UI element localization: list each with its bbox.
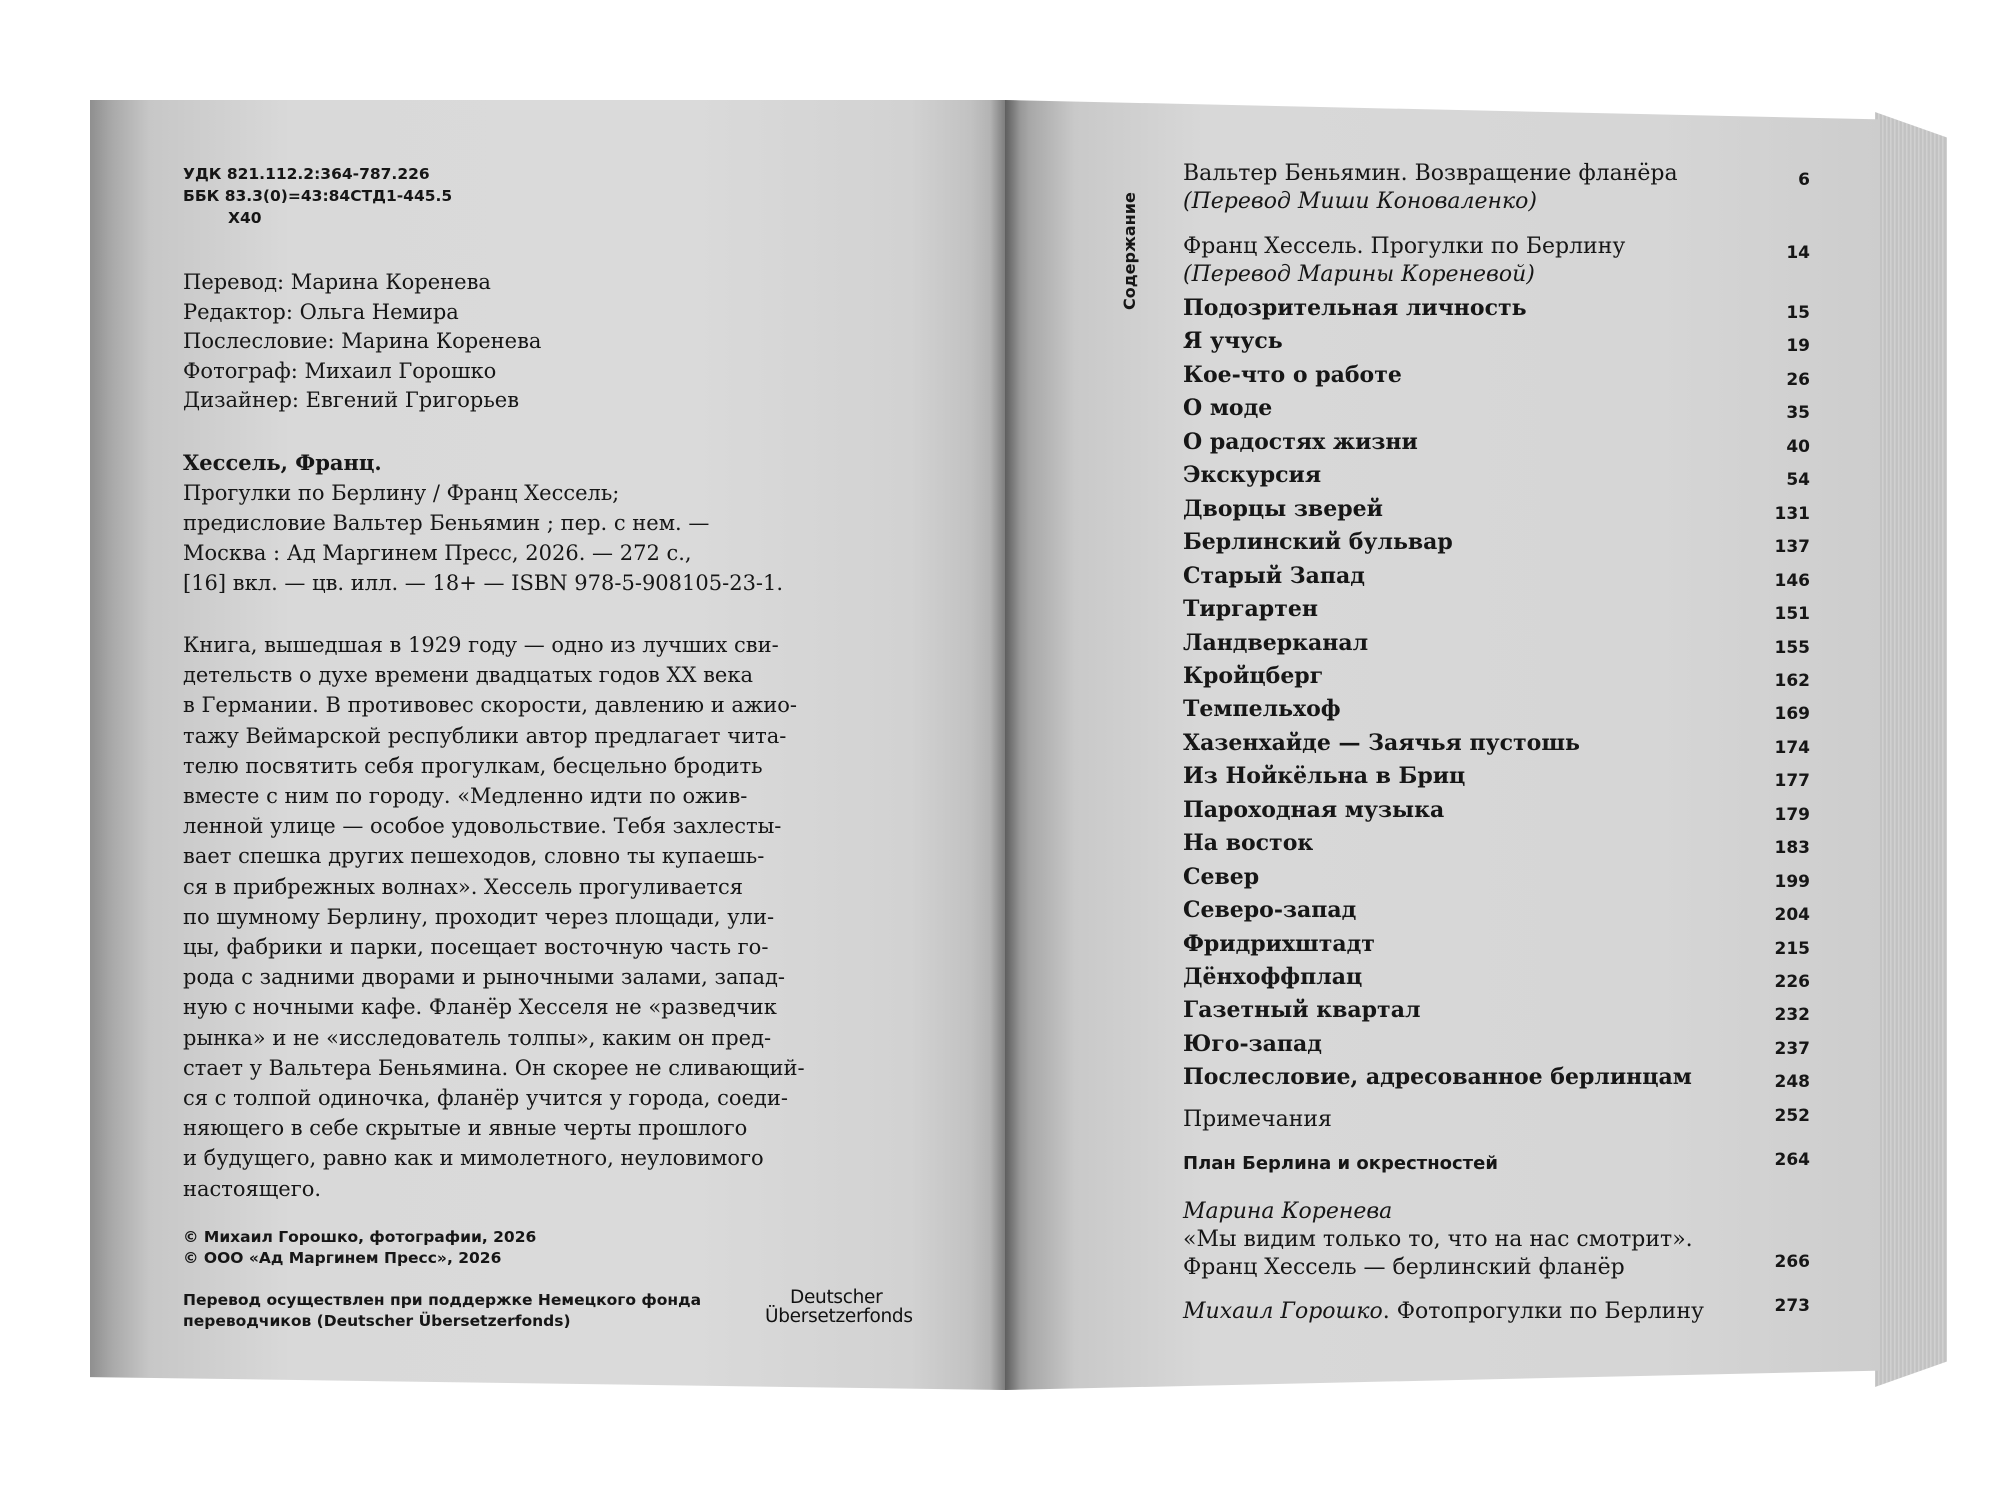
copyright-line: © Михаил Горошко, фотографии, 2026 (183, 1228, 537, 1246)
toc-entry-title: Франц Хессель. Прогулки по Берлину (1183, 234, 1626, 259)
page-block-edge (1875, 112, 1947, 1387)
toc-page-number: 199 (1774, 871, 1810, 892)
toc-page-number: 232 (1774, 1005, 1810, 1026)
credit-editor: Редактор: Ольга Немира (183, 299, 459, 324)
fund-logo-line: Übersetzerfonds (765, 1306, 913, 1327)
translator-note: (Перевод Марины Кореневой) (1183, 262, 1535, 287)
toc-entry-essay (1183, 233, 1625, 289)
toc-chapter-title: Из Нойкёльна в Бриц (1183, 763, 1466, 790)
translator-note: (Перевод Миши Коноваленко) (1183, 189, 1537, 214)
bib-line: Москва : Ад Маргинем Пресс, 2026. — 272 с., (183, 541, 692, 565)
bib-line: [16] вкл. — цв. илл. — 18+ — ISBN 978-5-908105-23-1. (183, 571, 784, 595)
annotation-line: рода с задними дворами и рыночными залами, запад- (183, 965, 786, 990)
toc-entry-afterword (1183, 1198, 1693, 1282)
toc-page-number: 183 (1774, 838, 1810, 859)
toc-page-number: 252 (1774, 1106, 1810, 1126)
fund-note-line: переводчиков (Deutscher Übersetzerfonds) (183, 1312, 571, 1330)
afterword-line: «Мы видим только то, что на нас смотрит». (1183, 1227, 1693, 1252)
toc-entry-map: План Берлина и окрестностей (1183, 1153, 1498, 1174)
toc-chapter-title: На восток (1183, 830, 1314, 857)
udk-code: УДК 821.112.2:364-787.226 (183, 165, 430, 183)
toc-chapter-title: Дёнхоффплац (1183, 964, 1363, 990)
book-annotation (183, 630, 805, 1204)
toc-page-number: 15 (1786, 303, 1810, 323)
toc-chapter-title: Экскурсия (1183, 462, 1322, 489)
annotation-line: вместе с ним по городу. «Медленно идти по ожив- (183, 784, 748, 809)
toc-page-number: 6 (1798, 170, 1810, 190)
annotation-line: цы, фабрики и парки, посещает восточную часть го- (183, 935, 769, 960)
toc-heading: Содержание (1120, 192, 1139, 310)
toc-chapter-title: Юго-запад (1183, 1030, 1322, 1057)
annotation-line: вает спешка других пешеходов, словно ты купаешь- (183, 844, 765, 869)
toc-chapter-title: Берлинский бульвар (1183, 529, 1453, 556)
toc-page-number: 204 (1774, 905, 1810, 926)
annotation-line: и будущего, равно как и мимолетного, неуловимого (183, 1146, 764, 1171)
annotation-line: няющего в себе скрытые и явные черты прошлого (183, 1116, 748, 1141)
fund-logo-line: Deutscher (790, 1287, 883, 1308)
toc-page-number: 40 (1786, 436, 1810, 457)
toc-page-number: 169 (1774, 704, 1810, 725)
toc-chapter-title: Газетный квартал (1183, 997, 1421, 1024)
toc-page-number: 35 (1786, 403, 1810, 424)
toc-page-number: 266 (1774, 1252, 1810, 1272)
author-mark: Х40 (228, 209, 262, 227)
toc-page-number: 215 (1774, 938, 1810, 959)
toc-page-number: 146 (1774, 570, 1810, 591)
credit-afterword: Послесловие: Марина Коренева (183, 329, 542, 353)
annotation-line: в Германии. В противовес скорости, давлению и ажио- (183, 693, 798, 718)
toc-page-number: 174 (1774, 737, 1810, 758)
book-gutter (990, 100, 1020, 1390)
toc-entry-translator (1183, 261, 1625, 289)
toc-chapter-title: Я учусь (1183, 328, 1283, 355)
annotation-line: детельств о духе времени двадцатых годов XX века (183, 663, 753, 688)
annotation-line: настоящего. (183, 1176, 322, 1201)
toc-chapter-title: Кройцберг (1183, 662, 1324, 689)
toc-chapter-title: Север (1183, 863, 1260, 890)
toc-page-number: 177 (1774, 771, 1810, 792)
toc-entry-notes: Примечания (1183, 1107, 1332, 1132)
annotation-line: ся в прибрежных волнах». Хессель прогуливается (183, 874, 743, 899)
credit-translator: Перевод: Марина Коренева (183, 270, 491, 294)
toc-chapter-title: Кое-что о работе (1183, 361, 1402, 388)
toc-chapter-title: Послесловие, адресованное берлинцам (1183, 1064, 1692, 1091)
toc-entry-essay (1183, 160, 1678, 216)
toc-entry-translator (1183, 188, 1678, 216)
classification-codes (183, 163, 452, 229)
toc-chapter-title: Подозрительная личность (1183, 295, 1527, 321)
toc-page-number: 151 (1774, 604, 1810, 625)
toc-page-number: 137 (1774, 537, 1810, 558)
toc-page-number: 248 (1774, 1072, 1810, 1093)
toc-chapter-title: Ландверканал (1183, 629, 1369, 656)
annotation-line: по шумному Берлину, проходит через площади, ули- (183, 904, 775, 929)
afterword-line: Франц Хессель — берлинский фланёр (1183, 1255, 1625, 1280)
toc-page-number: 54 (1786, 470, 1810, 491)
fund-logo (765, 1288, 913, 1326)
toc-chapter-title: Хазенхайде — Заячья пустошь (1183, 729, 1580, 756)
toc-page-number: 19 (1786, 336, 1810, 357)
toc-page-number: 237 (1774, 1038, 1810, 1059)
credit-photographer: Фотограф: Михаил Горошко (183, 358, 497, 383)
annotation-line: ную с ночными кафе. Фланёр Хесселя не «разведчик (183, 995, 777, 1020)
toc-chapter-title: О радостях жизни (1183, 428, 1418, 455)
copyright-line: © ООО «Ад Маргинем Пресс», 2026 (183, 1249, 502, 1267)
toc-chapter-title: Дворцы зверей (1183, 495, 1383, 522)
annotation-line: телю посвятить себя прогулкам, бесцельно бродить (183, 753, 763, 778)
toc-page-number: 155 (1774, 637, 1810, 658)
toc-chapter-title: Пароходная музыка (1183, 796, 1445, 823)
annotation-line: тажу Веймарской республики автор предлагает чита- (183, 723, 787, 748)
toc-entry-photo (1183, 1298, 1704, 1326)
toc-page-number: 162 (1774, 670, 1810, 691)
credits-list (183, 268, 541, 416)
bib-author: Хессель, Франц. (183, 450, 382, 475)
photo-author: Михаил Горошко (1183, 1299, 1383, 1324)
translation-fund-note (183, 1290, 701, 1332)
toc-page-number: 226 (1774, 972, 1810, 992)
credit-designer: Дизайнер: Евгений Григорьев (183, 388, 520, 412)
toc-page-number: 179 (1774, 804, 1810, 825)
bbk-code: ББК 83.3(0)=43:84СТД1-445.5 (183, 187, 453, 205)
annotation-line: стает у Вальтера Беньямина. Он скорее не сливающий- (183, 1055, 805, 1080)
toc-entry-title: Вальтер Беньямин. Возвращение фланёра (1183, 161, 1678, 186)
bib-line: Прогулки по Берлину / Франц Хессель; (183, 481, 620, 505)
annotation-line: Книга, вышедшая в 1929 году — одно из лучших сви- (183, 633, 779, 657)
toc-chapter-title: О моде (1183, 395, 1273, 422)
bibliographic-record (183, 448, 783, 598)
toc-chapter-title: Старый Запад (1183, 562, 1365, 589)
bib-line: предисловие Вальтер Беньямин ; пер. с нем. — (183, 511, 710, 535)
afterword-author: Марина Коренева (1183, 1199, 1393, 1224)
toc-chapter-title: Северо-запад (1183, 897, 1357, 924)
toc-page-number: 273 (1774, 1296, 1810, 1316)
toc-page-number: 264 (1774, 1150, 1810, 1170)
annotation-line: ся с толпой одиночка, фланёр учится у города, соеди- (183, 1086, 788, 1111)
annotation-line: ленной улице — особое удовольствие. Тебя захлесты- (183, 814, 782, 839)
toc-chapter-title: Фридрихштадт (1183, 930, 1375, 957)
annotation-line: рынка» и не «исследователь толпы», каким он пред- (183, 1025, 772, 1050)
toc-page-number: 14 (1786, 243, 1810, 263)
toc-chapter-title: Тиргартен (1183, 596, 1318, 623)
photo-title: . Фотопрогулки по Берлину (1382, 1299, 1704, 1324)
toc-chapter-title: Темпельхоф (1183, 696, 1341, 723)
fund-note-line: Перевод осуществлен при поддержке Немецкого фонда (183, 1291, 702, 1309)
toc-page-number: 26 (1786, 369, 1810, 390)
toc-page-number: 131 (1774, 503, 1810, 524)
copyright-block (183, 1227, 536, 1269)
